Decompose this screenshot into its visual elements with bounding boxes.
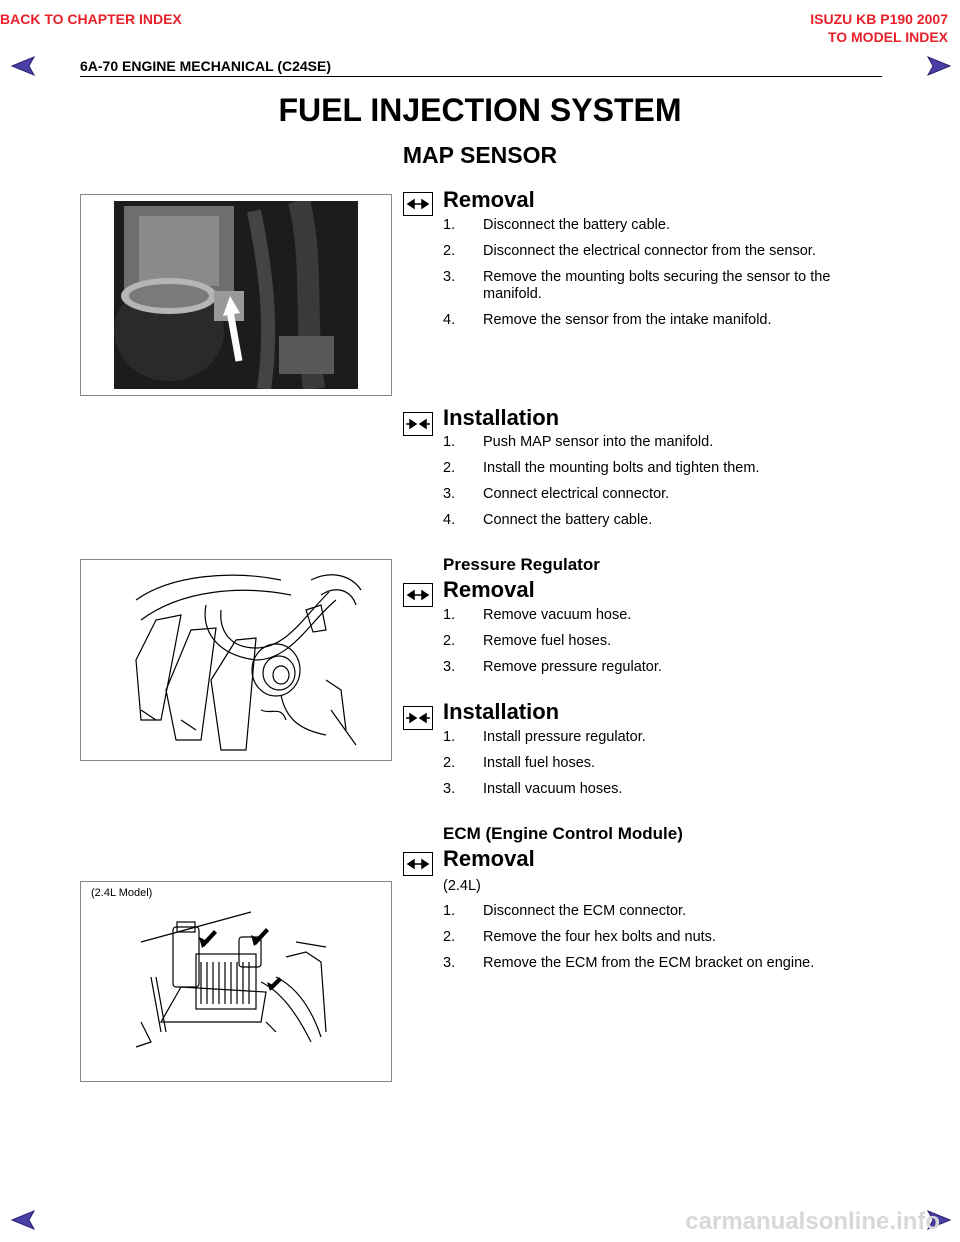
map-removal-steps [443,217,883,338]
model-title-link[interactable]: ISUZU KB P190 2007 [810,11,948,27]
watermark: carmanualsonline.info [685,1208,940,1235]
list-item: 2. Install fuel hoses. [443,755,596,771]
list-item: 1. Install pressure regulator. [443,729,646,745]
list-item: 3. Remove the ECM from the ECM bracket on engine. [443,955,815,971]
map-removal-heading: Removal [443,187,535,212]
header-rule [80,76,882,77]
list-item: 3. Connect electrical connector. [443,486,670,502]
list-item: 2. Disconnect the electrical connector from the sensor. [443,243,816,259]
pressure-regulator-figure [80,559,392,761]
pressure-regulator-drawing [81,560,391,760]
list-item: 1. Disconnect the ECM connector. [443,903,687,919]
list-item: 3. Remove pressure regulator. [443,659,662,675]
header-title: 6A-70 ENGINE MECHANICAL (C24SE) [80,58,332,74]
ecm-heading: ECM (Engine Control Module) [443,824,683,843]
pr-removal-steps [443,607,883,685]
installation-icon [403,412,433,436]
to-model-index-link[interactable]: TO MODEL INDEX [827,29,948,45]
ecm-model-note: (2.4L) [443,878,481,894]
ecm-figure [80,881,392,1082]
ecm-removal-heading: Removal [443,846,535,871]
next-page-arrow-icon[interactable] [922,56,952,76]
back-to-chapter-link[interactable]: BACK TO CHAPTER INDEX [0,11,182,27]
ecm-figure-caption: (2.4L Model) [91,887,153,899]
ecm-removal-steps [443,903,883,981]
map-installation-heading: Installation [443,405,560,430]
map-sensor-figure [80,194,392,396]
previous-page-arrow-icon[interactable] [10,56,40,76]
removal-icon [403,192,433,216]
list-item: 1. Push MAP sensor into the manifold. [443,434,714,450]
page-title: FUEL INJECTION SYSTEM [278,92,682,128]
list-item: 3. Install vacuum hoses. [443,781,623,797]
map-installation-steps [443,434,883,538]
list-item: 1. Disconnect the battery cable. [443,217,670,233]
list-item: 4. Remove the sensor from the intake manifold. [443,312,772,328]
list-item: 2. Remove the four hex bolts and nuts. [443,929,716,945]
removal-icon [403,852,433,876]
list-item: 2. Remove fuel hoses. [443,633,612,649]
map-sensor-photo [114,201,358,389]
ecm-drawing [81,882,391,1081]
page-subtitle: MAP SENSOR [402,142,558,168]
pr-installation-heading: Installation [443,699,560,724]
pr-installation-steps [443,729,883,807]
removal-icon [403,583,433,607]
pressure-regulator-heading: Pressure Regulator [443,555,600,574]
list-item: 4. Connect the battery cable. [443,512,653,528]
list-item: 2. Install the mounting bolts and tighten them. [443,460,760,476]
list-item: 3. Remove the mounting bolts securing the sensor to the manifold. [443,269,831,302]
installation-icon [403,706,433,730]
previous-page-arrow-icon[interactable] [10,1210,40,1230]
pr-removal-heading: Removal [443,577,535,602]
list-item: 1. Remove vacuum hose. [443,607,632,623]
